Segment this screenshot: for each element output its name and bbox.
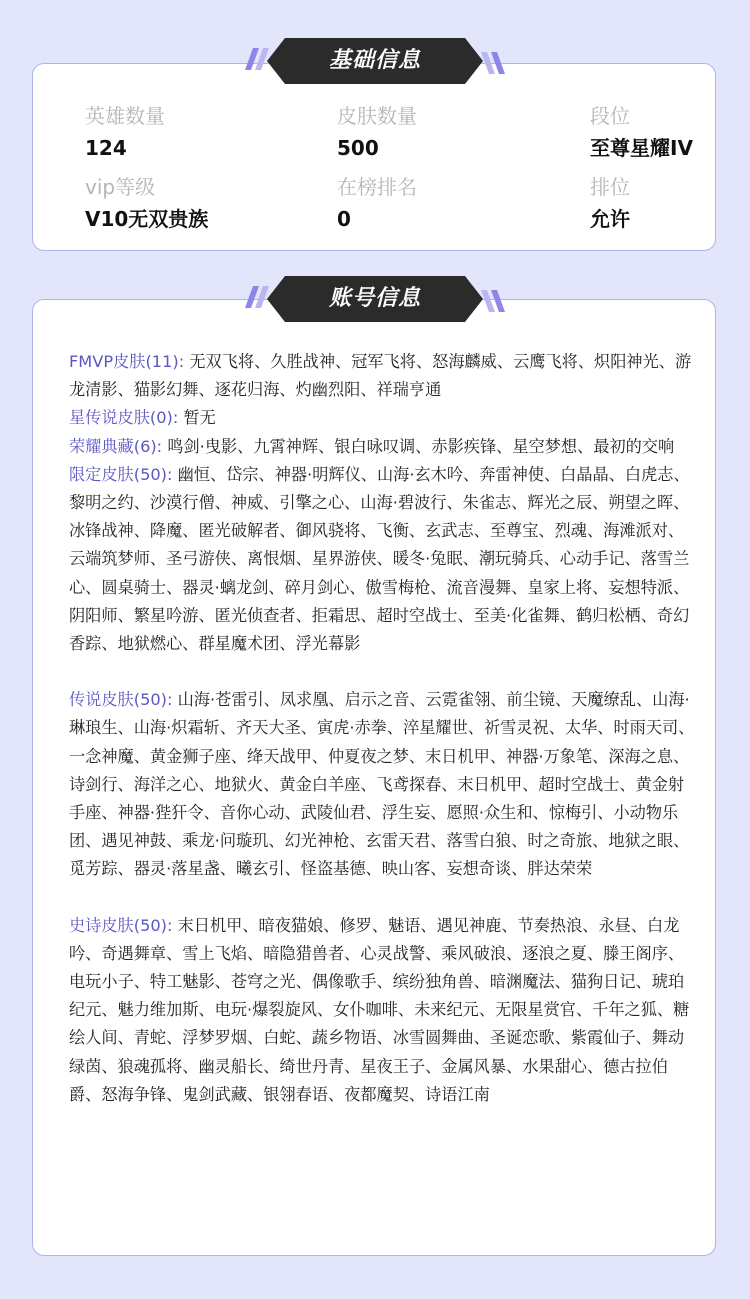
category-items: 无双飞将、久胜战神、冠军飞将、怒海麟威、云鹰飞将、炽阳神光、游龙清影、猫影幻舞、逐花归海、灼幽烈阳、祥瑞亨通 <box>69 352 692 400</box>
category-label: 限定皮肤(50): <box>69 464 173 484</box>
section-title: 账号信息 <box>328 286 421 311</box>
stat-value: 至尊星耀IV <box>590 136 693 160</box>
stat-label: 皮肤数量 <box>337 104 417 128</box>
stat-value: 124 <box>85 136 127 160</box>
skin-category-fmvp <box>69 348 695 404</box>
stat-skin-count <box>337 102 507 162</box>
skin-list <box>69 348 695 1109</box>
category-label: FMVP皮肤(11): <box>69 352 185 371</box>
stat-label: vip等级 <box>85 175 156 199</box>
stat-ranked-allowed <box>590 173 750 233</box>
category-items: 鸣剑·曳影、九霄神辉、银白咏叹调、赤影疾锋、星空梦想、最初的交响 <box>162 436 675 456</box>
category-label: 星传说皮肤(0): <box>69 408 179 428</box>
category-items: 暂无 <box>178 408 216 428</box>
stat-rank-tier <box>590 102 750 162</box>
skin-category-legend <box>69 686 695 883</box>
basic-info-banner <box>245 38 505 84</box>
category-items: 末日机甲、暗夜猫娘、修罗、魅语、遇见神鹿、节奏热浪、永昼、白龙吟、奇遇舞章、雪上飞焰、暗隐猎兽者、心灵战警、乘风破浪、逐浪之夏、滕王阁序、电玩小子、特工魅影、苍穹之光、偶像歌手、缤纷独角兽、暗渊魔法、猫狗日记、琥珀纪元、魅力维加斯、电玩·爆裂旋风、女仆咖啡、未来纪元、无限星赏官、千年之狐、糖绘人间、青蛇、浮梦罗烟、白蛇、蔬乡物语、冰雪圆舞曲、圣诞恋歌、紫霞仙子、舞动绿茵、狼魂孤将、幽灵船长、绮世丹青、星夜王子、金属风暴、水果甜心、德古拉伯爵、怒海争锋、鬼剑武藏、银翎春语、夜都魔契、诗语江南 <box>69 915 690 1104</box>
skin-category-limited <box>69 461 695 658</box>
stat-hero-count <box>85 102 255 162</box>
account-info-banner <box>245 276 505 322</box>
stat-label: 在榜排名 <box>337 175 417 199</box>
category-items: 幽恒、岱宗、神器·明辉仪、山海·玄木吟、奔雷神使、白晶晶、白虎志、黎明之约、沙漠行僧、神威、引擎之心、山海·碧波行、朱雀志、辉光之辰、朔望之晖、冰锋战神、降魔、匿光破解者、御风骁将、飞衡、玄武志、至尊宝、烈魂、海滩派对、云端筑梦师、圣弓游侠、离恨烟、星界游侠、暖冬·兔眠、潮玩骑兵、心动手记、落雪兰心、圆桌骑士、器灵·螭龙剑、碎月剑心、傲雪梅枪、流音漫舞、皇家上将、妄想特派、阴阳师、繁星吟游、匿光侦查者、拒霜思、超时空战士、至美·化雀舞、鹤归松栖、奇幻香踪、地狱燃心、群星魔术团、浮光幕影 <box>69 464 690 654</box>
category-label: 史诗皮肤(50): <box>69 915 173 935</box>
skin-category-star-legend <box>69 404 695 432</box>
stat-value: 0 <box>337 207 351 231</box>
skin-category-glory-collection <box>69 433 695 461</box>
category-items: 山海·苍雷引、凤求凰、启示之音、云霓雀翎、前尘镜、天魔缭乱、山海·琳琅生、山海·炽霜斩、齐天大圣、寅虎·赤拳、淬星耀世、祈雪灵祝、太华、时雨天司、一念神魔、黄金狮子座、绛天战甲、仲夏夜之梦、末日机甲、神器·万象笔、深海之息、诗剑行、海洋之心、地狱火、黄金白羊座、飞鸢探春、末日机甲、超时空战士、黄金射手座、神器·狴犴令、音你心动、武陵仙君、浮生妄、愿照·众生和、惊梅引、小动物乐团、遇见神鼓、乘龙·问璇玑、幻光神枪、玄雷天君、落雪白狼、时之奇旅、地狱之眼、觅芳踪、器灵·落星盏、曦玄引、怪盗基德、映山客、妄想奇谈、胖达荣荣 <box>69 690 695 879</box>
stat-value: 允许 <box>590 207 630 231</box>
stat-value: 500 <box>337 136 379 160</box>
account-info-card <box>32 299 716 1256</box>
stat-label: 段位 <box>590 104 630 128</box>
basic-info-card <box>32 63 716 251</box>
stat-leaderboard-rank <box>337 173 507 233</box>
stat-vip-level <box>85 173 255 233</box>
stat-label: 英雄数量 <box>85 104 165 128</box>
stat-label: 排位 <box>590 175 630 199</box>
stat-value: V10无双贵族 <box>85 207 209 231</box>
skin-category-epic <box>69 912 695 1109</box>
category-label: 传说皮肤(50): <box>69 690 173 710</box>
category-label: 荣耀典藏(6): <box>69 436 163 456</box>
section-title: 基础信息 <box>328 48 421 73</box>
